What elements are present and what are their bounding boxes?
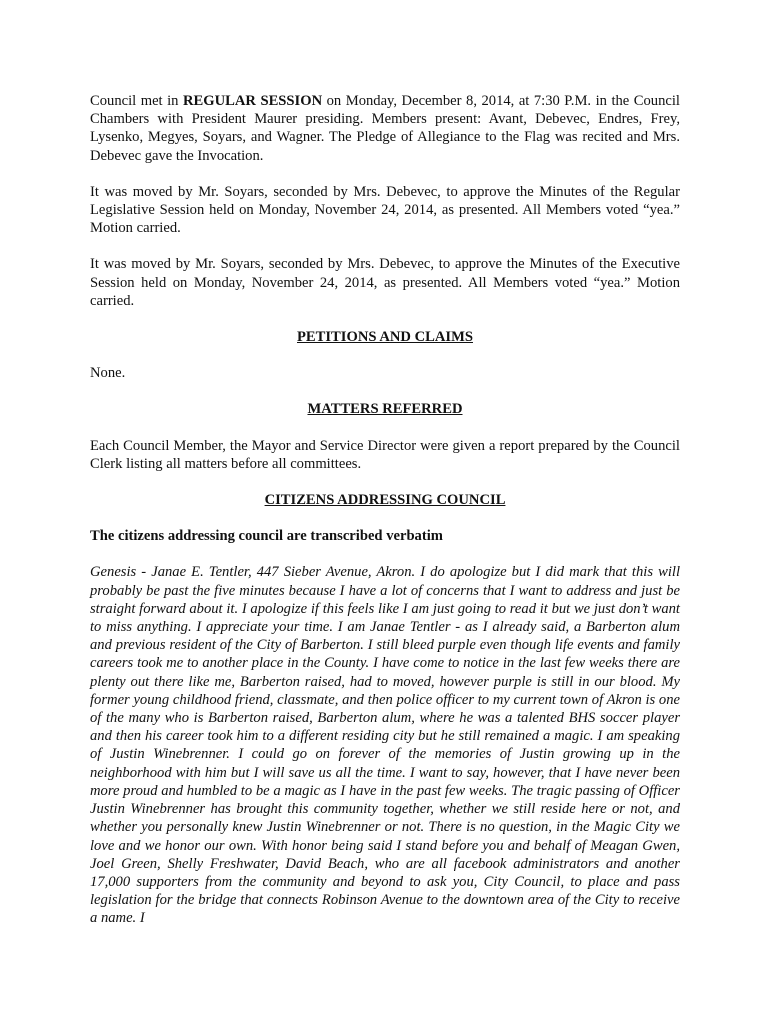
minutes-executive-paragraph: It was moved by Mr. Soyars, seconded by Mrs. Debevec, to approve the Minutes of the Executive Session held on Monday, November 24, 2014, as presented. All Members voted “yea.” Motion carried. bbox=[90, 256, 680, 309]
opening-text-pre: Council met in bbox=[90, 93, 183, 109]
session-type: REGULAR SESSION bbox=[182, 93, 323, 109]
citizens-heading: CITIZENS ADDRESSING COUNCIL bbox=[264, 492, 506, 509]
document-page bbox=[90, 92, 680, 928]
matters-heading: MATTERS REFERRED bbox=[307, 401, 463, 418]
citizens-subheading: The citizens addressing council are transcribed verbatim bbox=[90, 528, 443, 545]
citizen-statement: Genesis - Janae E. Tentler, 447 Sieber Avenue, Akron. I do apologize but I did mark that this will probably be past the five minutes because I have a lot of concerns that I want to address and just be straight forward about it. I apologize if this feels like I am just going to read it but we just don’t want to miss anything. I appreciate your time. I am Janae Tentler - as I already said, a Barberton alum and previous resident of the City of Barberton. I still bleed purple even though life events and family careers took me to another place in the County. I have come to notice in the last few weeks there are plenty out there like me, Barberton raised, had to moved, however purple is still in our blood. My former young childhood friend, classmate, and then police officer to my current town of Akron is one of the many who is Barberton raised, Barberton alum, where he was a talented BHS soccer player and then his career took him to a different residing city but he still remained a magic. I am speaking of Justin Winebrenner. I could go on forever of the memories of Justin growing up in the neighborhood with him but I will save us all the time. I want to say, however, that I have never been more proud and humbled to be a magic as I have in the past few weeks. The tragic passing of Officer Justin Winebrenner has brought this community together, whether we still reside here or not, and whether you personally knew Justin Winebrenner or not. There is no question, in the Magic City we love and we honor our own. With honor being said I stand before you and behalf of Meagan Gwen, Joel Green, Shelly Freshwater, David Beach, who are all facebook administrators and another 17,000 supporters from the community and beyond to ask you, City Council, to place and pass legislation for the bridge that connects Robinson Avenue to the downtown area of the City to receive a name. I bbox=[90, 564, 680, 927]
opening-paragraph bbox=[90, 92, 680, 165]
petitions-body: None. bbox=[90, 365, 126, 382]
opening-text-post: on Monday, December 8, 2014, at 7:30 P.M. in the Council Chambers with President Maurer presiding. Members present: Avant, Debevec, Endres, Frey, Lysenko, Megyes, Soyars, and Wagner. The Pledge of Allegiance to the Flag was recited and Mrs. Debevec gave the Invocation. bbox=[90, 93, 680, 164]
petitions-heading: PETITIONS AND CLAIMS bbox=[297, 329, 473, 346]
matters-body: Each Council Member, the Mayor and Service Director were given a report prepared by the Council Clerk listing all matters before all committees. bbox=[90, 437, 680, 472]
minutes-regular-paragraph: It was moved by Mr. Soyars, seconded by Mrs. Debevec, to approve the Minutes of the Regular Legislative Session held on Monday, November 24, 2014, as presented. All Members voted “yea.” Motion carried. bbox=[90, 183, 680, 237]
